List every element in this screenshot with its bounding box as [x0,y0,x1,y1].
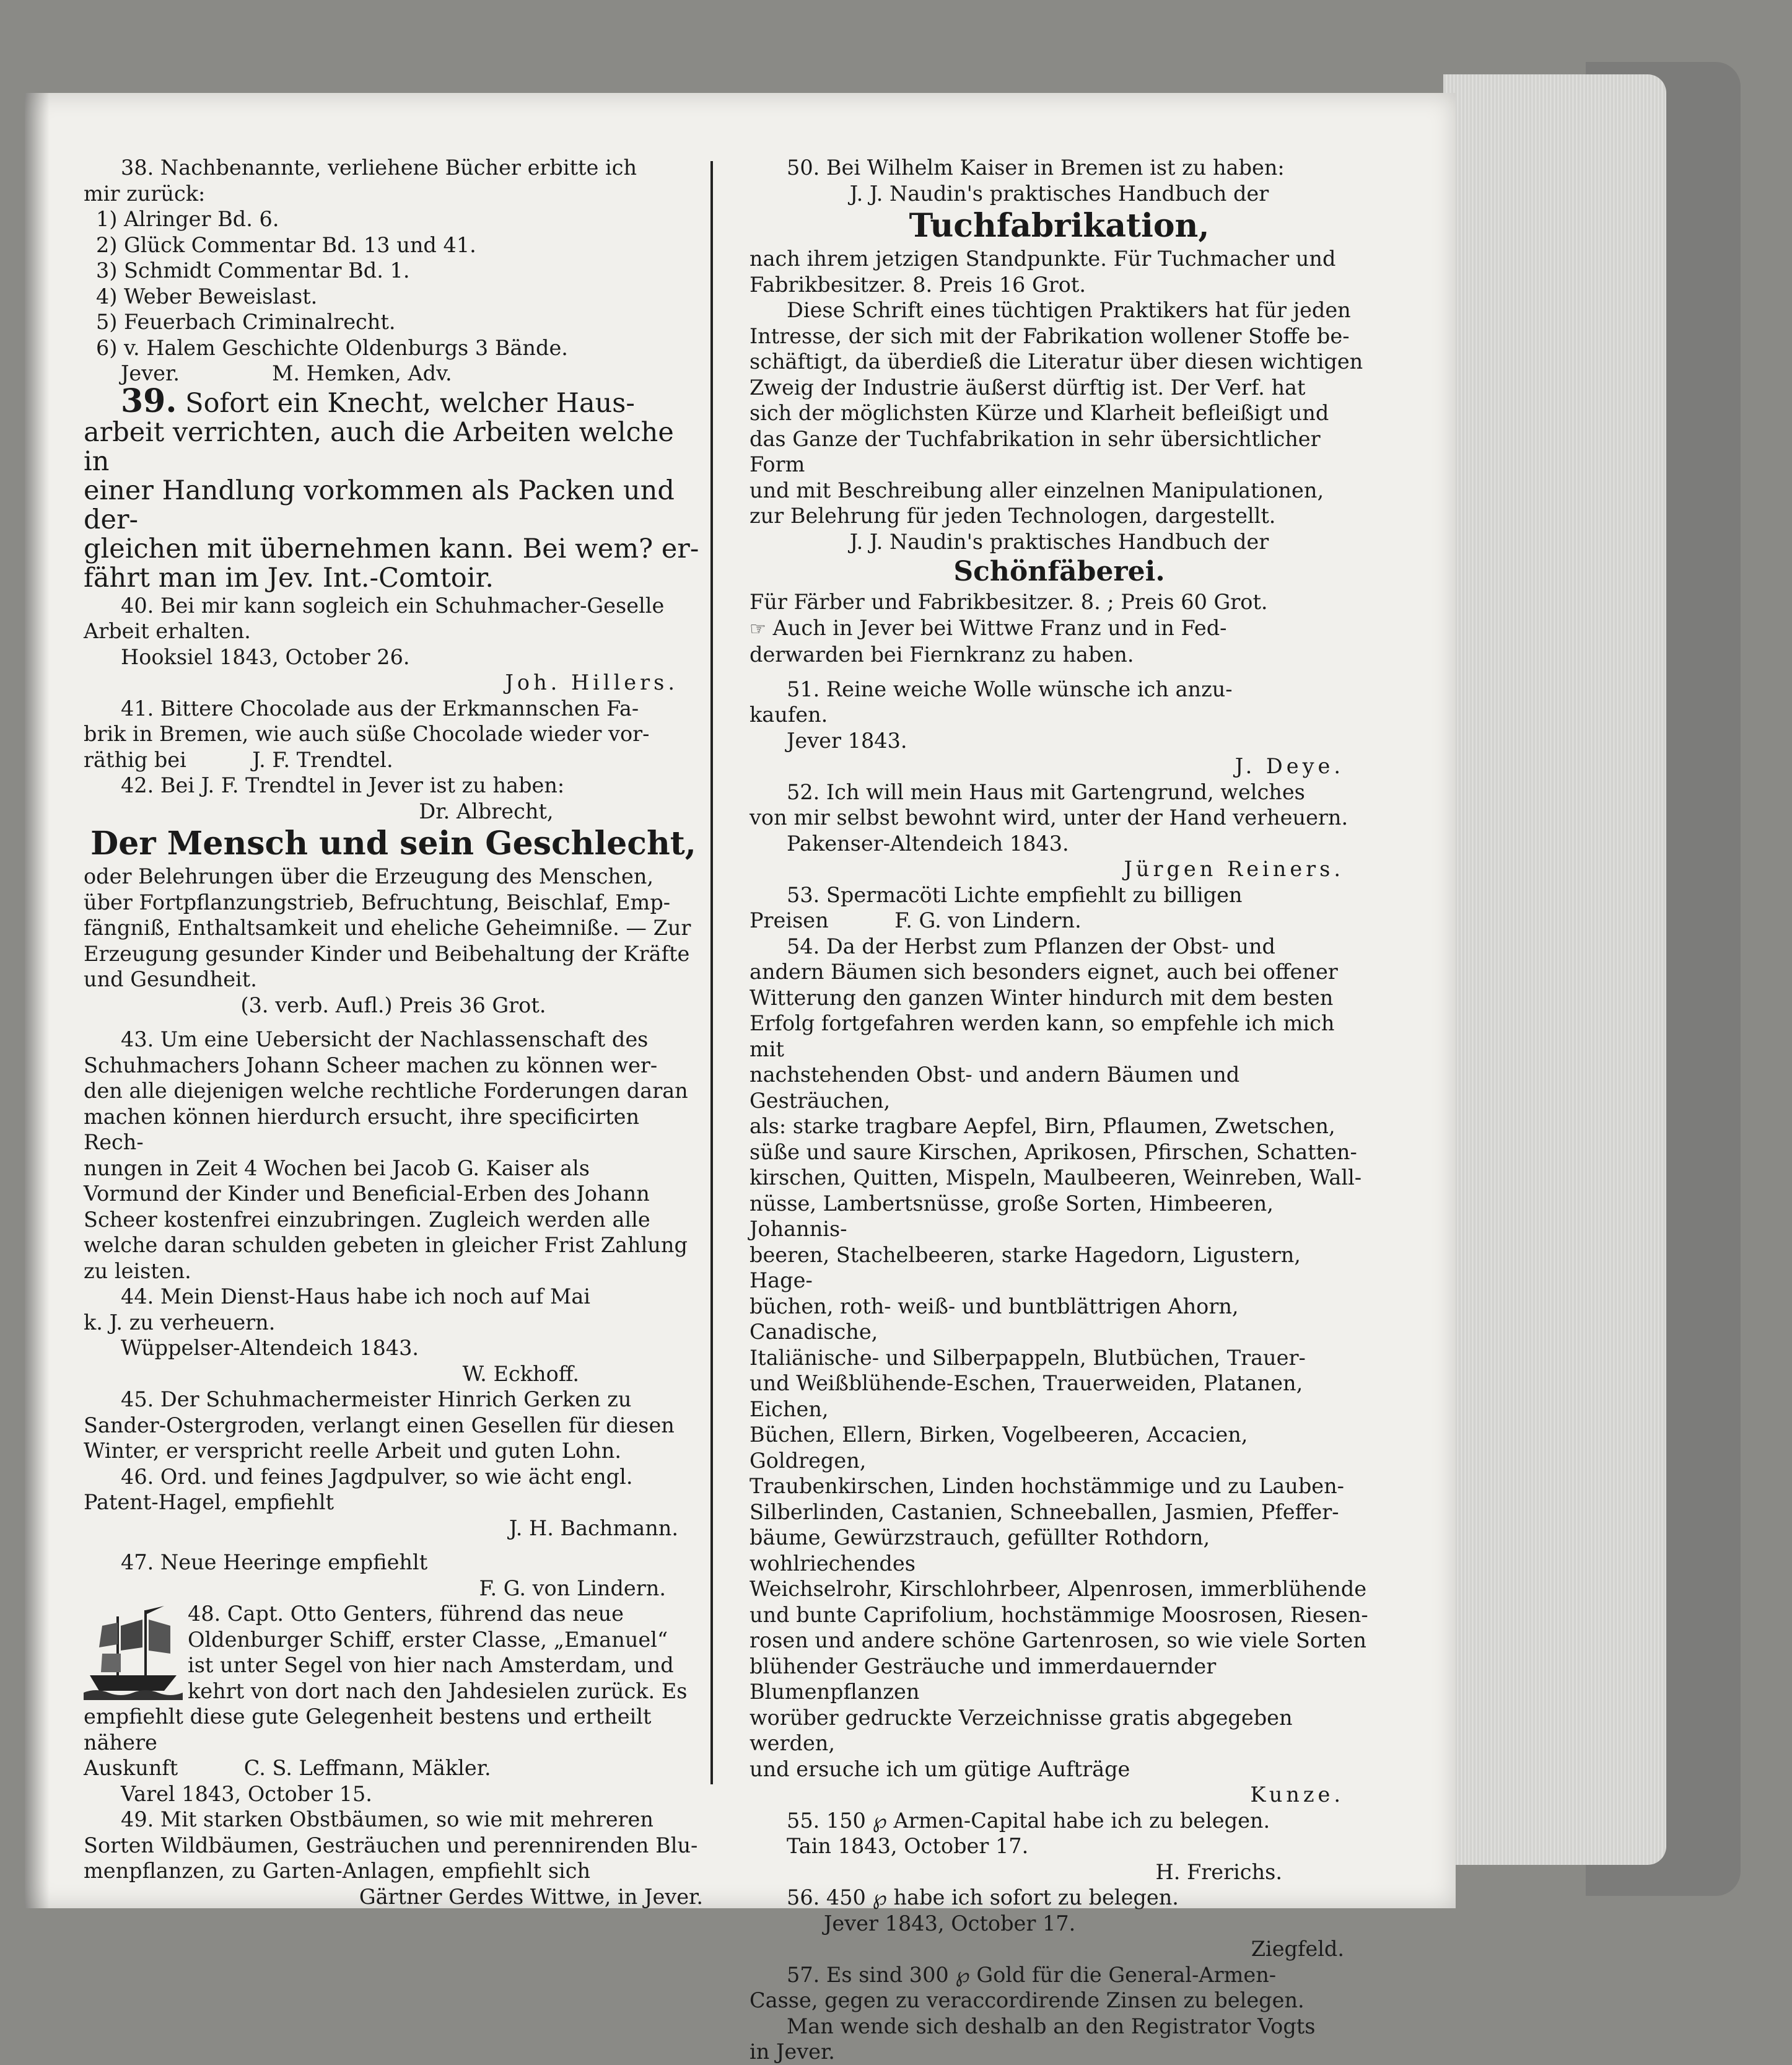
ad-43-line: Schuhmachers Johann Scheer machen zu können wer- [84,1053,658,1077]
ad-54-signature: Kunze. [1250,1782,1344,1807]
gutter-shadow [25,93,50,1908]
ad-50-line: J. J. Naudin's praktisches Handbuch der [849,529,1269,554]
ad-48-line: Oldenburger Schiff, erster Classe, „Emanuel“ [188,1627,668,1652]
ad-50-line: Fabrikbesitzer. 8. Preis 16 Grot. [750,272,1086,297]
ad-48-date: Varel 1843, October 15. [121,1781,372,1806]
ad-50-line: zur Belehrung für jeden Technologen, dargestellt. [750,504,1276,528]
ad-51-line: kaufen. [750,703,828,727]
ad-49-signature: Gärtner Gerdes Wittwe, in Jever. [359,1884,703,1909]
ad-50-line: das Ganze der Tuchfabrikation in sehr übersichtlicher Form [750,426,1321,476]
ad-48-text [188,1601,687,1704]
ad-43-line: machen können hierdurch ersucht, ihre specificirten Rech- [84,1104,640,1154]
ad-55-date: Tain 1843, October 17. [787,1834,1029,1858]
ad-39-line: gleichen mit übernehmen kann. Bei wem? er- [84,533,699,564]
ad-52-line: 52. Ich will mein Haus mit Gartengrund, welches [787,779,1305,804]
ad-50-line: sich der möglichsten Kürze und Klarheit befleißigt und [750,401,1329,425]
ad-54-line: und bunte Caprifolium, hochstämmige Moosrosen, Riesen- [750,1602,1368,1627]
ad-56-date: Jever 1843, October 17. [824,1911,1076,1936]
ad-54-line: süße und saure Kirschen, Aprikosen, Pfirschen, Schatten- [750,1139,1357,1164]
ad-52-signature: Jürgen Reiners. [1124,857,1344,881]
ad-50-line: J. J. Naudin's praktisches Handbuch der [849,181,1269,206]
ad-56-line: 56. 450 ℘ habe ich sofort zu belegen. [787,1885,1179,1909]
book-item: 4) Weber Beweislast. [96,284,318,309]
ad-48-line: ist unter Segel von hier nach Amsterdam, und [188,1653,674,1677]
ad-50-line: Für Färber und Fabrikbesitzer. 8. ; Preis 60 Grot. [750,590,1268,614]
ad-50-line: Auch in Jever bei Wittwe Franz und in Fed- [772,615,1227,640]
ship-woodcut-icon [84,1601,183,1700]
ad-57-line: Man wende sich deshalb an den Registrator Vogts [787,2014,1316,2038]
ad-54-line: Italiänische- und Silberpappeln, Blutbüchen, Trauer- [750,1345,1306,1370]
column-divider [710,161,713,1784]
ad-43-line: Vormund der Kinder und Beneficial-Erben des Johann [84,1182,650,1206]
book-item: 5) Feuerbach Criminalrecht. [96,310,396,334]
ad-38-line: 38. Nachbenannte, verliehene Bücher erbitte ich [121,156,637,180]
ad-43-line: 43. Um eine Uebersicht der Nachlassenschaft des [121,1027,649,1051]
ad-48-line: empfiehlt diese gute Gelegenheit bestens und ertheilt nähere [84,1704,652,1755]
ad-54-line: als: starke tragbare Aepfel, Birn, Pflaumen, Zwetschen, [750,1114,1335,1138]
ad-50-line: und mit Beschreibung aller einzelnen Manipulationen, [750,478,1324,502]
ad-42-price: (3. verb. Aufl.) Preis 36 Grot. [240,993,546,1017]
ad-51-signature: J. Deye. [1235,754,1344,778]
ad-54-line: Witterung den ganzen Winter hindurch mit dem besten [750,985,1334,1010]
ad-53-line: Preisen F. G. von Lindern. [750,908,1082,932]
ad-53-line: 53. Spermacöti Lichte empfiehlt zu billigen [787,882,1243,907]
ad-44-signature: W. Eckhoff. [462,1361,579,1386]
ad-47-signature: F. G. von Lindern. [479,1576,666,1600]
ad-57-line: in Jever. [750,2040,835,2064]
ad-50-line: schäftigt, da überdieß die Literatur über diesen wichtigen [750,349,1363,374]
ad-54-line: blühender Gesträuche und immerdauernder Blumenpflanzen [750,1654,1217,1704]
ad-41-line: 41. Bittere Chocolade aus der Erkmannschen Fa- [121,696,639,721]
ad-54-line: andern Bäumen sich besonders eignet, auch bei offener [750,960,1338,984]
ad-45-line: 45. Der Schuhmachermeister Hinrich Gerken zu [121,1387,632,1411]
ad-42-line: fängniß, Enthaltsamkeit und eheliche Geheimniße. — Zur [84,916,691,940]
ad-49-line: Sorten Wildbäumen, Gesträuchen und perennirenden Blu- [84,1833,698,1857]
ad-54-line: Erfolg fortgefahren werden kann, so empfehle ich mich mit [750,1011,1335,1061]
ad-43-line: welche daran schulden gebeten in gleicher Frist Zahlung [84,1233,688,1257]
ad-50-line: Intresse, der sich mit der Fabrikation wollener Stoffe be- [750,323,1350,348]
ad-49-line: menpflanzen, zu Garten-Anlagen, empfiehlt sich [84,1859,591,1883]
ad-42-line: über Fortpflanzungstrieb, Befruchtung, Beischlaf, Emp- [84,890,671,914]
ad-54-line: Traubenkirschen, Linden hochstämmige und zu Lauben- [750,1474,1344,1498]
ad-54-line: und ersuche ich um gütige Aufträge [750,1756,1130,1781]
ad-46-signature: J. H. Bachmann. [509,1515,678,1540]
book-item: 1) Alringer Bd. 6. [96,207,279,231]
ad-54-line: nüsse, Lambertsnüsse, große Sorten, Himbeeren, Johannis- [750,1191,1274,1241]
ad-44-line: k. J. zu verheuern. [84,1310,276,1335]
ad-52-place: Pakenser-Altendeich 1843. [787,831,1069,856]
ad-50-book-title: Tuchfabrikation, [909,207,1210,245]
right-column [750,155,1369,2065]
ad-43-line: den alle diejenigen welche rechtliche Forderungen daran [84,1079,688,1103]
ad-51-line: 51. Reine weiche Wolle wünsche ich anzu- [787,677,1233,701]
ad-39-number: 39. [121,382,177,420]
pointing-hand-icon: ☞ [750,618,766,640]
ad-42-line: Erzeugung gesunder Kinder und Beibehaltung der Kräfte [84,941,690,966]
ad-44-place: Wüppelser-Altendeich 1843. [121,1336,419,1360]
ad-40-signature: Joh. Hillers. [505,670,678,695]
ad-42-line: 42. Bei J. F. Trendtel in Jever ist zu haben: [121,773,565,797]
ad-54-line: 54. Da der Herbst zum Pflanzen der Obst- und [787,934,1275,958]
ad-55-signature: H. Frerichs. [1155,1859,1282,1884]
ad-45-line: Sander-Ostergroden, verlangt einen Gesellen für diesen [84,1413,675,1437]
ad-54-line: kirschen, Quitten, Mispeln, Maulbeeren, Weinreben, Wall- [750,1165,1362,1190]
book-item: 2) Glück Commentar Bd. 13 und 41. [96,232,476,257]
ad-41-line: räthig bei J. F. Trendtel. [84,747,393,772]
ad-43-line: nungen in Zeit 4 Wochen bei Jacob G. Kaiser als [84,1155,590,1180]
ad-47-line: 47. Neue Heeringe empfiehlt [121,1550,428,1574]
book-item: 3) Schmidt Commentar Bd. 1. [96,258,410,283]
ad-39-line: einer Handlung vorkommen als Packen und der- [84,475,675,535]
book-item: 6) v. Halem Geschichte Oldenburgs 3 Bände. [96,335,568,360]
ad-54-line: bäume, Gewürzstrauch, gefüllter Rothdorn, wohlriechendes [750,1525,1210,1576]
left-column [84,155,703,1909]
ad-38-signature: Jever. M. Hemken, Adv. [121,361,452,385]
ad-41-line: brik in Bremen, wie auch süße Chocolade wieder vor- [84,722,650,746]
ad-54-line: und Weißblühende-Eschen, Trauerweiden, Platanen, Eichen, [750,1371,1303,1421]
ad-54-line: Silberlinden, Castanien, Schneeballen, Jasmien, Pfeffer- [750,1499,1339,1524]
ad-50-book-title-2: Schönfäberei. [953,556,1165,587]
ad-39-line: arbeit verrichten, auch die Arbeiten welche in [84,416,674,477]
ad-40-date: Hooksiel 1843, October 26. [121,644,410,669]
ad-40-line: Arbeit erhalten. [84,619,251,643]
ad-39-line: fährt man im Jev. Int.-Comtoir. [84,562,494,594]
ad-42-line: und Gesundheit. [84,967,257,991]
ad-40-line: 40. Bei mir kann sogleich ein Schuhmacher-Geselle [121,593,665,618]
ad-38-line: mir zurück: [84,181,206,206]
ad-39-line: Sofort ein Knecht, welcher Haus- [185,387,635,419]
ad-50-line: nach ihrem jetzigen Standpunkte. Für Tuchmacher und [750,247,1336,271]
ad-45-line: Winter, er verspricht reelle Arbeit und guten Lohn. [84,1439,621,1463]
ad-48-line: kehrt von dort nach den Jahdesielen zurück. Es [188,1678,688,1703]
ad-54-line: büchen, roth- weiß- und buntblättrigen Ahorn, Canadische, [750,1294,1239,1344]
newspaper-page [25,93,1456,2064]
ad-46-line: 46. Ord. und feines Jagdpulver, so wie ächt engl. [121,1464,633,1489]
ad-43-line: zu leisten. [84,1258,191,1283]
page-edges [1443,74,1666,1865]
ad-44-line: 44. Mein Dienst-Haus habe ich noch auf Mai [121,1284,591,1309]
ad-56-signature: Ziegfeld. [1251,1937,1344,1961]
ad-46-line: Patent-Hagel, empfiehlt [84,1490,334,1514]
ad-50-line: Zweig der Industrie äußerst dürftig ist. Der Verf. hat [750,375,1306,400]
ad-49-line: 49. Mit starken Obstbäumen, so wie mit mehreren [121,1807,653,1831]
ad-42-book-title: Der Mensch und sein Geschlecht, [90,825,696,862]
ad-50-line: 50. Bei Wilhelm Kaiser in Bremen ist zu haben: [787,156,1285,180]
ad-42-author: Dr. Albrecht, [419,799,554,823]
ad-54-line: rosen und andere schöne Gartenrosen, so wie viele Sorten [750,1628,1366,1652]
ad-50-line: derwarden bei Fiernkranz zu haben. [750,642,1134,667]
ad-43-line: Scheer kostenfrei einzubringen. Zugleich werden alle [84,1207,650,1232]
ad-57-line: 57. Es sind 300 ℘ Gold für die General-Armen- [787,1962,1277,1987]
ad-52-line: von mir selbst bewohnt wird, unter der Hand verheuern. [750,805,1348,830]
ad-54-line: Büchen, Ellern, Birken, Vogelbeeren, Accacien, Goldregen, [750,1423,1248,1473]
ad-39 [84,382,703,594]
ad-57-line: Casse, gegen zu veraccordirende Zinsen zu belegen. [750,1988,1305,2012]
ad-55-line: 55. 150 ℘ Armen-Capital habe ich zu belegen. [787,1808,1270,1833]
ad-54-line: beeren, Stachelbeeren, starke Hagedorn, Ligustern, Hage- [750,1242,1301,1292]
ad-48-line: 48. Capt. Otto Genters, führend das neue [188,1602,624,1626]
ad-54-line: Weichselrohr, Kirschlohrbeer, Alpenrosen, immerblühende [750,1577,1367,1601]
ad-48-line: Auskunft C. S. Leffmann, Mäkler. [84,1756,491,1780]
ad-54-line: nachstehenden Obst- und andern Bäumen und Gesträuchen, [750,1063,1240,1113]
ad-48-block [84,1601,703,1704]
ad-51-place: Jever 1843. [787,728,907,753]
ad-54-line: worüber gedruckte Verzeichnisse gratis abgegeben werden, [750,1705,1293,1755]
ad-50-line: Diese Schrift eines tüchtigen Praktikers hat für jeden [787,298,1351,322]
ad-42-line: oder Belehrungen über die Erzeugung des Menschen, [84,864,654,888]
